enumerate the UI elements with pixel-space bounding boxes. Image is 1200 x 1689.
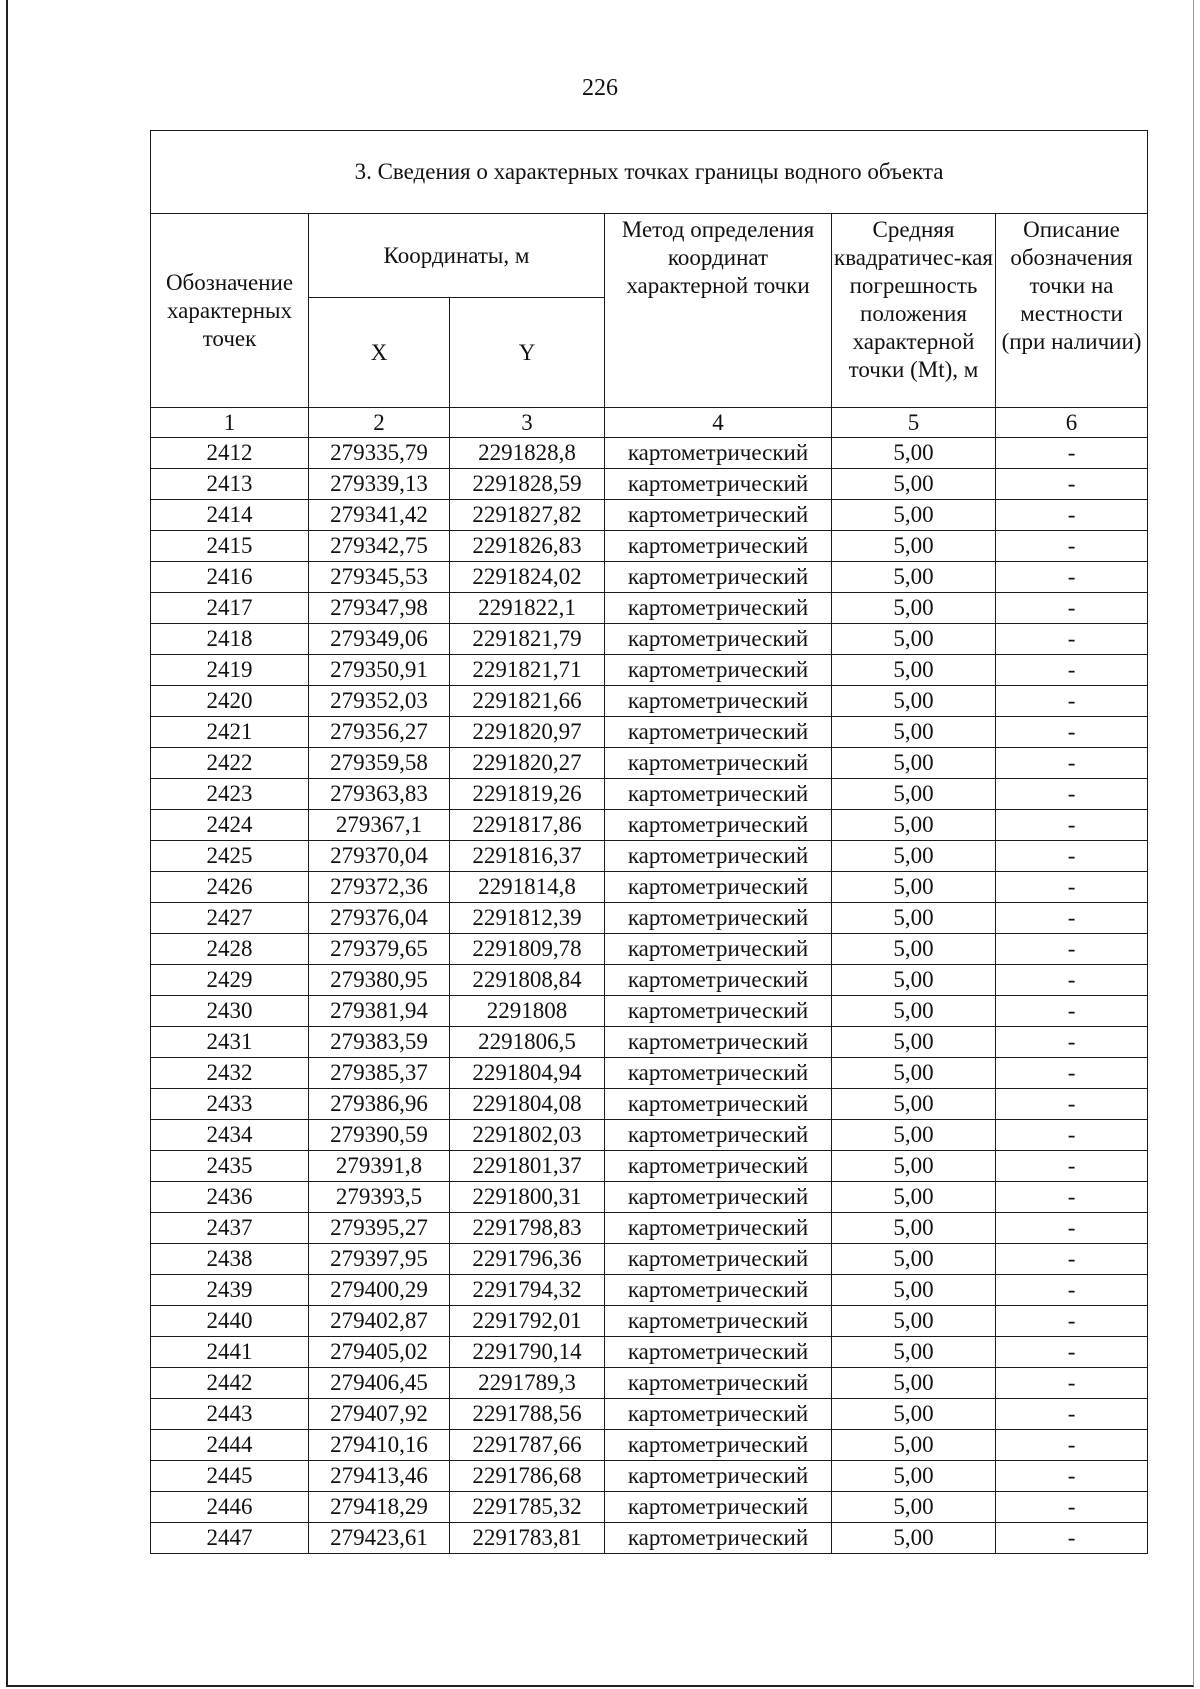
- method-cell: картометрический: [605, 1213, 832, 1244]
- error-cell: 5,00: [832, 1027, 996, 1058]
- error-cell: 5,00: [832, 1244, 996, 1275]
- description-cell: -: [996, 1244, 1148, 1275]
- method-cell: картометрический: [605, 1244, 832, 1275]
- error-cell: 5,00: [832, 1275, 996, 1306]
- method-cell: картометрический: [605, 531, 832, 562]
- point-id-cell: 2422: [151, 748, 309, 779]
- table-row: [151, 841, 1148, 872]
- description-cell: -: [996, 1461, 1148, 1492]
- table-row: [151, 1337, 1148, 1368]
- description-cell: -: [996, 996, 1148, 1027]
- column-number: 5: [832, 408, 996, 438]
- method-cell: картометрический: [605, 624, 832, 655]
- point-id-cell: 2446: [151, 1492, 309, 1523]
- method-cell: картометрический: [605, 934, 832, 965]
- error-cell: 5,00: [832, 531, 996, 562]
- description-cell: -: [996, 1275, 1148, 1306]
- error-cell: 5,00: [832, 872, 996, 903]
- y-coordinate-cell: 2291826,83: [450, 531, 605, 562]
- description-cell: -: [996, 810, 1148, 841]
- point-id-cell: 2415: [151, 531, 309, 562]
- column-number: 6: [996, 408, 1148, 438]
- y-coordinate-cell: 2291796,36: [450, 1244, 605, 1275]
- error-cell: 5,00: [832, 1182, 996, 1213]
- error-cell: 5,00: [832, 593, 996, 624]
- point-id-cell: 2430: [151, 996, 309, 1027]
- method-cell: картометрический: [605, 1306, 832, 1337]
- x-coordinate-cell: 279345,53: [309, 562, 450, 593]
- description-cell: -: [996, 1430, 1148, 1461]
- point-id-cell: 2417: [151, 593, 309, 624]
- description-cell: -: [996, 1089, 1148, 1120]
- method-cell: картометрический: [605, 810, 832, 841]
- error-cell: 5,00: [832, 1399, 996, 1430]
- table-row: [151, 779, 1148, 810]
- x-coordinate-cell: 279385,37: [309, 1058, 450, 1089]
- point-id-cell: 2428: [151, 934, 309, 965]
- table-row: [151, 1399, 1148, 1430]
- description-cell: -: [996, 1151, 1148, 1182]
- method-cell: картометрический: [605, 748, 832, 779]
- description-cell: -: [996, 469, 1148, 500]
- y-coordinate-cell: 2291808,84: [450, 965, 605, 996]
- y-coordinate-cell: 2291800,31: [450, 1182, 605, 1213]
- description-cell: -: [996, 1120, 1148, 1151]
- table-row: [151, 624, 1148, 655]
- method-cell: картометрический: [605, 779, 832, 810]
- point-id-cell: 2419: [151, 655, 309, 686]
- x-coordinate-cell: 279352,03: [309, 686, 450, 717]
- method-cell: картометрический: [605, 1275, 832, 1306]
- table-row: [151, 903, 1148, 934]
- x-coordinate-cell: 279356,27: [309, 717, 450, 748]
- table-row: [151, 531, 1148, 562]
- description-cell: -: [996, 717, 1148, 748]
- point-id-cell: 2434: [151, 1120, 309, 1151]
- error-cell: 5,00: [832, 500, 996, 531]
- error-cell: 5,00: [832, 779, 996, 810]
- description-cell: -: [996, 438, 1148, 469]
- error-cell: 5,00: [832, 686, 996, 717]
- point-id-cell: 2424: [151, 810, 309, 841]
- table-row: [151, 1492, 1148, 1523]
- description-cell: -: [996, 965, 1148, 996]
- error-cell: 5,00: [832, 810, 996, 841]
- header-description: Описание обозначения точки на местности (при наличии): [996, 214, 1148, 408]
- description-cell: -: [996, 1027, 1148, 1058]
- y-coordinate-cell: 2291821,66: [450, 686, 605, 717]
- x-coordinate-cell: 279349,06: [309, 624, 450, 655]
- description-cell: -: [996, 593, 1148, 624]
- method-cell: картометрический: [605, 717, 832, 748]
- point-id-cell: 2444: [151, 1430, 309, 1461]
- description-cell: -: [996, 841, 1148, 872]
- error-cell: 5,00: [832, 624, 996, 655]
- table-row: [151, 469, 1148, 500]
- description-cell: -: [996, 872, 1148, 903]
- y-coordinate-cell: 2291789,3: [450, 1368, 605, 1399]
- method-cell: картометрический: [605, 1337, 832, 1368]
- header-error: Средняя квадратичес-кая погрешность положения характерной точки (Mt), м: [832, 214, 996, 408]
- method-cell: картометрический: [605, 1492, 832, 1523]
- y-coordinate-cell: 2291809,78: [450, 934, 605, 965]
- description-cell: -: [996, 748, 1148, 779]
- point-id-cell: 2437: [151, 1213, 309, 1244]
- y-coordinate-cell: 2291794,32: [450, 1275, 605, 1306]
- x-coordinate-cell: 279359,58: [309, 748, 450, 779]
- table-row: [151, 1151, 1148, 1182]
- error-cell: 5,00: [832, 903, 996, 934]
- x-coordinate-cell: 279342,75: [309, 531, 450, 562]
- error-cell: 5,00: [832, 1306, 996, 1337]
- table-row: [151, 1368, 1148, 1399]
- description-cell: -: [996, 531, 1148, 562]
- point-id-cell: 2445: [151, 1461, 309, 1492]
- error-cell: 5,00: [832, 934, 996, 965]
- boundary-points-table: [150, 130, 1148, 1554]
- x-coordinate-cell: 279418,29: [309, 1492, 450, 1523]
- description-cell: -: [996, 903, 1148, 934]
- table-row: [151, 500, 1148, 531]
- method-cell: картометрический: [605, 965, 832, 996]
- point-id-cell: 2432: [151, 1058, 309, 1089]
- x-coordinate-cell: 279370,04: [309, 841, 450, 872]
- table-row: [151, 1213, 1148, 1244]
- x-coordinate-cell: 279350,91: [309, 655, 450, 686]
- error-cell: 5,00: [832, 1492, 996, 1523]
- point-id-cell: 2447: [151, 1523, 309, 1554]
- error-cell: 5,00: [832, 748, 996, 779]
- column-number: 2: [309, 408, 450, 438]
- table-row: [151, 872, 1148, 903]
- x-coordinate-cell: 279400,29: [309, 1275, 450, 1306]
- error-cell: 5,00: [832, 996, 996, 1027]
- method-cell: картометрический: [605, 872, 832, 903]
- table-row: [151, 965, 1148, 996]
- point-id-cell: 2414: [151, 500, 309, 531]
- column-numbers-row: [151, 408, 1148, 438]
- method-cell: картометрический: [605, 562, 832, 593]
- y-coordinate-cell: 2291783,81: [450, 1523, 605, 1554]
- error-cell: 5,00: [832, 717, 996, 748]
- description-cell: -: [996, 1337, 1148, 1368]
- header-coordinates: Координаты, м: [309, 214, 605, 298]
- description-cell: -: [996, 1492, 1148, 1523]
- table-row: [151, 1461, 1148, 1492]
- y-coordinate-cell: 2291824,02: [450, 562, 605, 593]
- table-row: [151, 810, 1148, 841]
- point-id-cell: 2436: [151, 1182, 309, 1213]
- method-cell: картометрический: [605, 438, 832, 469]
- point-id-cell: 2413: [151, 469, 309, 500]
- error-cell: 5,00: [832, 1523, 996, 1554]
- method-cell: картометрический: [605, 1120, 832, 1151]
- description-cell: -: [996, 1399, 1148, 1430]
- method-cell: картометрический: [605, 686, 832, 717]
- x-coordinate-cell: 279339,13: [309, 469, 450, 500]
- point-id-cell: 2435: [151, 1151, 309, 1182]
- error-cell: 5,00: [832, 1213, 996, 1244]
- error-cell: 5,00: [832, 562, 996, 593]
- method-cell: картометрический: [605, 1368, 832, 1399]
- table-row: [151, 1275, 1148, 1306]
- x-coordinate-cell: 279341,42: [309, 500, 450, 531]
- description-cell: -: [996, 686, 1148, 717]
- table-row: [151, 1182, 1148, 1213]
- point-id-cell: 2441: [151, 1337, 309, 1368]
- table-row: [151, 934, 1148, 965]
- table-row: [151, 1089, 1148, 1120]
- point-id-cell: 2443: [151, 1399, 309, 1430]
- error-cell: 5,00: [832, 469, 996, 500]
- header-y: Y: [450, 298, 605, 408]
- table-row: [151, 593, 1148, 624]
- y-coordinate-cell: 2291808: [450, 996, 605, 1027]
- description-cell: -: [996, 500, 1148, 531]
- y-coordinate-cell: 2291817,86: [450, 810, 605, 841]
- y-coordinate-cell: 2291828,8: [450, 438, 605, 469]
- point-id-cell: 2438: [151, 1244, 309, 1275]
- error-cell: 5,00: [832, 1151, 996, 1182]
- table-row: [151, 1027, 1148, 1058]
- method-cell: картометрический: [605, 1182, 832, 1213]
- y-coordinate-cell: 2291788,56: [450, 1399, 605, 1430]
- y-coordinate-cell: 2291804,94: [450, 1058, 605, 1089]
- point-id-cell: 2439: [151, 1275, 309, 1306]
- x-coordinate-cell: 279393,5: [309, 1182, 450, 1213]
- table-row: [151, 1306, 1148, 1337]
- y-coordinate-cell: 2291786,68: [450, 1461, 605, 1492]
- y-coordinate-cell: 2291820,27: [450, 748, 605, 779]
- error-cell: 5,00: [832, 1461, 996, 1492]
- point-id-cell: 2440: [151, 1306, 309, 1337]
- error-cell: 5,00: [832, 841, 996, 872]
- method-cell: картометрический: [605, 469, 832, 500]
- y-coordinate-cell: 2291804,08: [450, 1089, 605, 1120]
- x-coordinate-cell: 279379,65: [309, 934, 450, 965]
- point-id-cell: 2416: [151, 562, 309, 593]
- point-id-cell: 2433: [151, 1089, 309, 1120]
- method-cell: картометрический: [605, 903, 832, 934]
- method-cell: картометрический: [605, 1430, 832, 1461]
- description-cell: -: [996, 1306, 1148, 1337]
- x-coordinate-cell: 279395,27: [309, 1213, 450, 1244]
- table-title: 3. Сведения о характерных точках границы водного объекта: [151, 131, 1148, 214]
- table-row: [151, 748, 1148, 779]
- table-row: [151, 1058, 1148, 1089]
- method-cell: картометрический: [605, 1089, 832, 1120]
- x-coordinate-cell: 279376,04: [309, 903, 450, 934]
- error-cell: 5,00: [832, 1337, 996, 1368]
- y-coordinate-cell: 2291787,66: [450, 1430, 605, 1461]
- x-coordinate-cell: 279363,83: [309, 779, 450, 810]
- y-coordinate-cell: 2291821,79: [450, 624, 605, 655]
- y-coordinate-cell: 2291814,8: [450, 872, 605, 903]
- point-id-cell: 2418: [151, 624, 309, 655]
- y-coordinate-cell: 2291828,59: [450, 469, 605, 500]
- x-coordinate-cell: 279383,59: [309, 1027, 450, 1058]
- table-row: [151, 1430, 1148, 1461]
- error-cell: 5,00: [832, 438, 996, 469]
- x-coordinate-cell: 279381,94: [309, 996, 450, 1027]
- description-cell: -: [996, 1523, 1148, 1554]
- description-cell: -: [996, 624, 1148, 655]
- x-coordinate-cell: 279372,36: [309, 872, 450, 903]
- method-cell: картометрический: [605, 996, 832, 1027]
- method-cell: картометрический: [605, 1461, 832, 1492]
- point-id-cell: 2442: [151, 1368, 309, 1399]
- y-coordinate-cell: 2291819,26: [450, 779, 605, 810]
- y-coordinate-cell: 2291827,82: [450, 500, 605, 531]
- error-cell: 5,00: [832, 655, 996, 686]
- x-coordinate-cell: 279405,02: [309, 1337, 450, 1368]
- x-coordinate-cell: 279391,8: [309, 1151, 450, 1182]
- error-cell: 5,00: [832, 1430, 996, 1461]
- error-cell: 5,00: [832, 1120, 996, 1151]
- table-row: [151, 1120, 1148, 1151]
- x-coordinate-cell: 279390,59: [309, 1120, 450, 1151]
- y-coordinate-cell: 2291812,39: [450, 903, 605, 934]
- description-cell: -: [996, 1213, 1148, 1244]
- page-number: 226: [582, 75, 618, 101]
- table-row: [151, 562, 1148, 593]
- method-cell: картометрический: [605, 1027, 832, 1058]
- method-cell: картометрический: [605, 841, 832, 872]
- y-coordinate-cell: 2291822,1: [450, 593, 605, 624]
- y-coordinate-cell: 2291792,01: [450, 1306, 605, 1337]
- description-cell: -: [996, 934, 1148, 965]
- y-coordinate-cell: 2291790,14: [450, 1337, 605, 1368]
- point-id-cell: 2412: [151, 438, 309, 469]
- point-id-cell: 2425: [151, 841, 309, 872]
- method-cell: картометрический: [605, 1058, 832, 1089]
- y-coordinate-cell: 2291821,71: [450, 655, 605, 686]
- y-coordinate-cell: 2291816,37: [450, 841, 605, 872]
- description-cell: -: [996, 779, 1148, 810]
- point-id-cell: 2421: [151, 717, 309, 748]
- description-cell: -: [996, 1368, 1148, 1399]
- y-coordinate-cell: 2291801,37: [450, 1151, 605, 1182]
- method-cell: картометрический: [605, 1523, 832, 1554]
- table-row: [151, 1244, 1148, 1275]
- y-coordinate-cell: 2291785,32: [450, 1492, 605, 1523]
- error-cell: 5,00: [832, 1058, 996, 1089]
- error-cell: 5,00: [832, 965, 996, 996]
- method-cell: картометрический: [605, 500, 832, 531]
- x-coordinate-cell: 279397,95: [309, 1244, 450, 1275]
- method-cell: картометрический: [605, 593, 832, 624]
- x-coordinate-cell: 279380,95: [309, 965, 450, 996]
- error-cell: 5,00: [832, 1089, 996, 1120]
- x-coordinate-cell: 279335,79: [309, 438, 450, 469]
- x-coordinate-cell: 279413,46: [309, 1461, 450, 1492]
- description-cell: -: [996, 562, 1148, 593]
- table-row: [151, 438, 1148, 469]
- method-cell: картометрический: [605, 1151, 832, 1182]
- point-id-cell: 2427: [151, 903, 309, 934]
- column-number: 3: [450, 408, 605, 438]
- point-id-cell: 2426: [151, 872, 309, 903]
- x-coordinate-cell: 279410,16: [309, 1430, 450, 1461]
- description-cell: -: [996, 1058, 1148, 1089]
- table-row: [151, 686, 1148, 717]
- point-id-cell: 2429: [151, 965, 309, 996]
- table-row: [151, 717, 1148, 748]
- x-coordinate-cell: 279402,87: [309, 1306, 450, 1337]
- y-coordinate-cell: 2291798,83: [450, 1213, 605, 1244]
- point-id-cell: 2420: [151, 686, 309, 717]
- header-x: X: [309, 298, 450, 408]
- header-method: Метод определения координат характерной точки: [605, 214, 832, 408]
- table-body: [151, 438, 1148, 1554]
- method-cell: картометрический: [605, 1399, 832, 1430]
- point-id-cell: 2423: [151, 779, 309, 810]
- description-cell: -: [996, 1182, 1148, 1213]
- column-number: 4: [605, 408, 832, 438]
- table-row: [151, 655, 1148, 686]
- x-coordinate-cell: 279347,98: [309, 593, 450, 624]
- y-coordinate-cell: 2291820,97: [450, 717, 605, 748]
- x-coordinate-cell: 279386,96: [309, 1089, 450, 1120]
- table-row: [151, 1523, 1148, 1554]
- header-designation: Обозначение характерных точек: [151, 214, 309, 408]
- y-coordinate-cell: 2291806,5: [450, 1027, 605, 1058]
- column-number: 1: [151, 408, 309, 438]
- x-coordinate-cell: 279367,1: [309, 810, 450, 841]
- table-row: [151, 996, 1148, 1027]
- x-coordinate-cell: 279406,45: [309, 1368, 450, 1399]
- method-cell: картометрический: [605, 655, 832, 686]
- y-coordinate-cell: 2291802,03: [450, 1120, 605, 1151]
- x-coordinate-cell: 279423,61: [309, 1523, 450, 1554]
- error-cell: 5,00: [832, 1368, 996, 1399]
- point-id-cell: 2431: [151, 1027, 309, 1058]
- x-coordinate-cell: 279407,92: [309, 1399, 450, 1430]
- description-cell: -: [996, 655, 1148, 686]
